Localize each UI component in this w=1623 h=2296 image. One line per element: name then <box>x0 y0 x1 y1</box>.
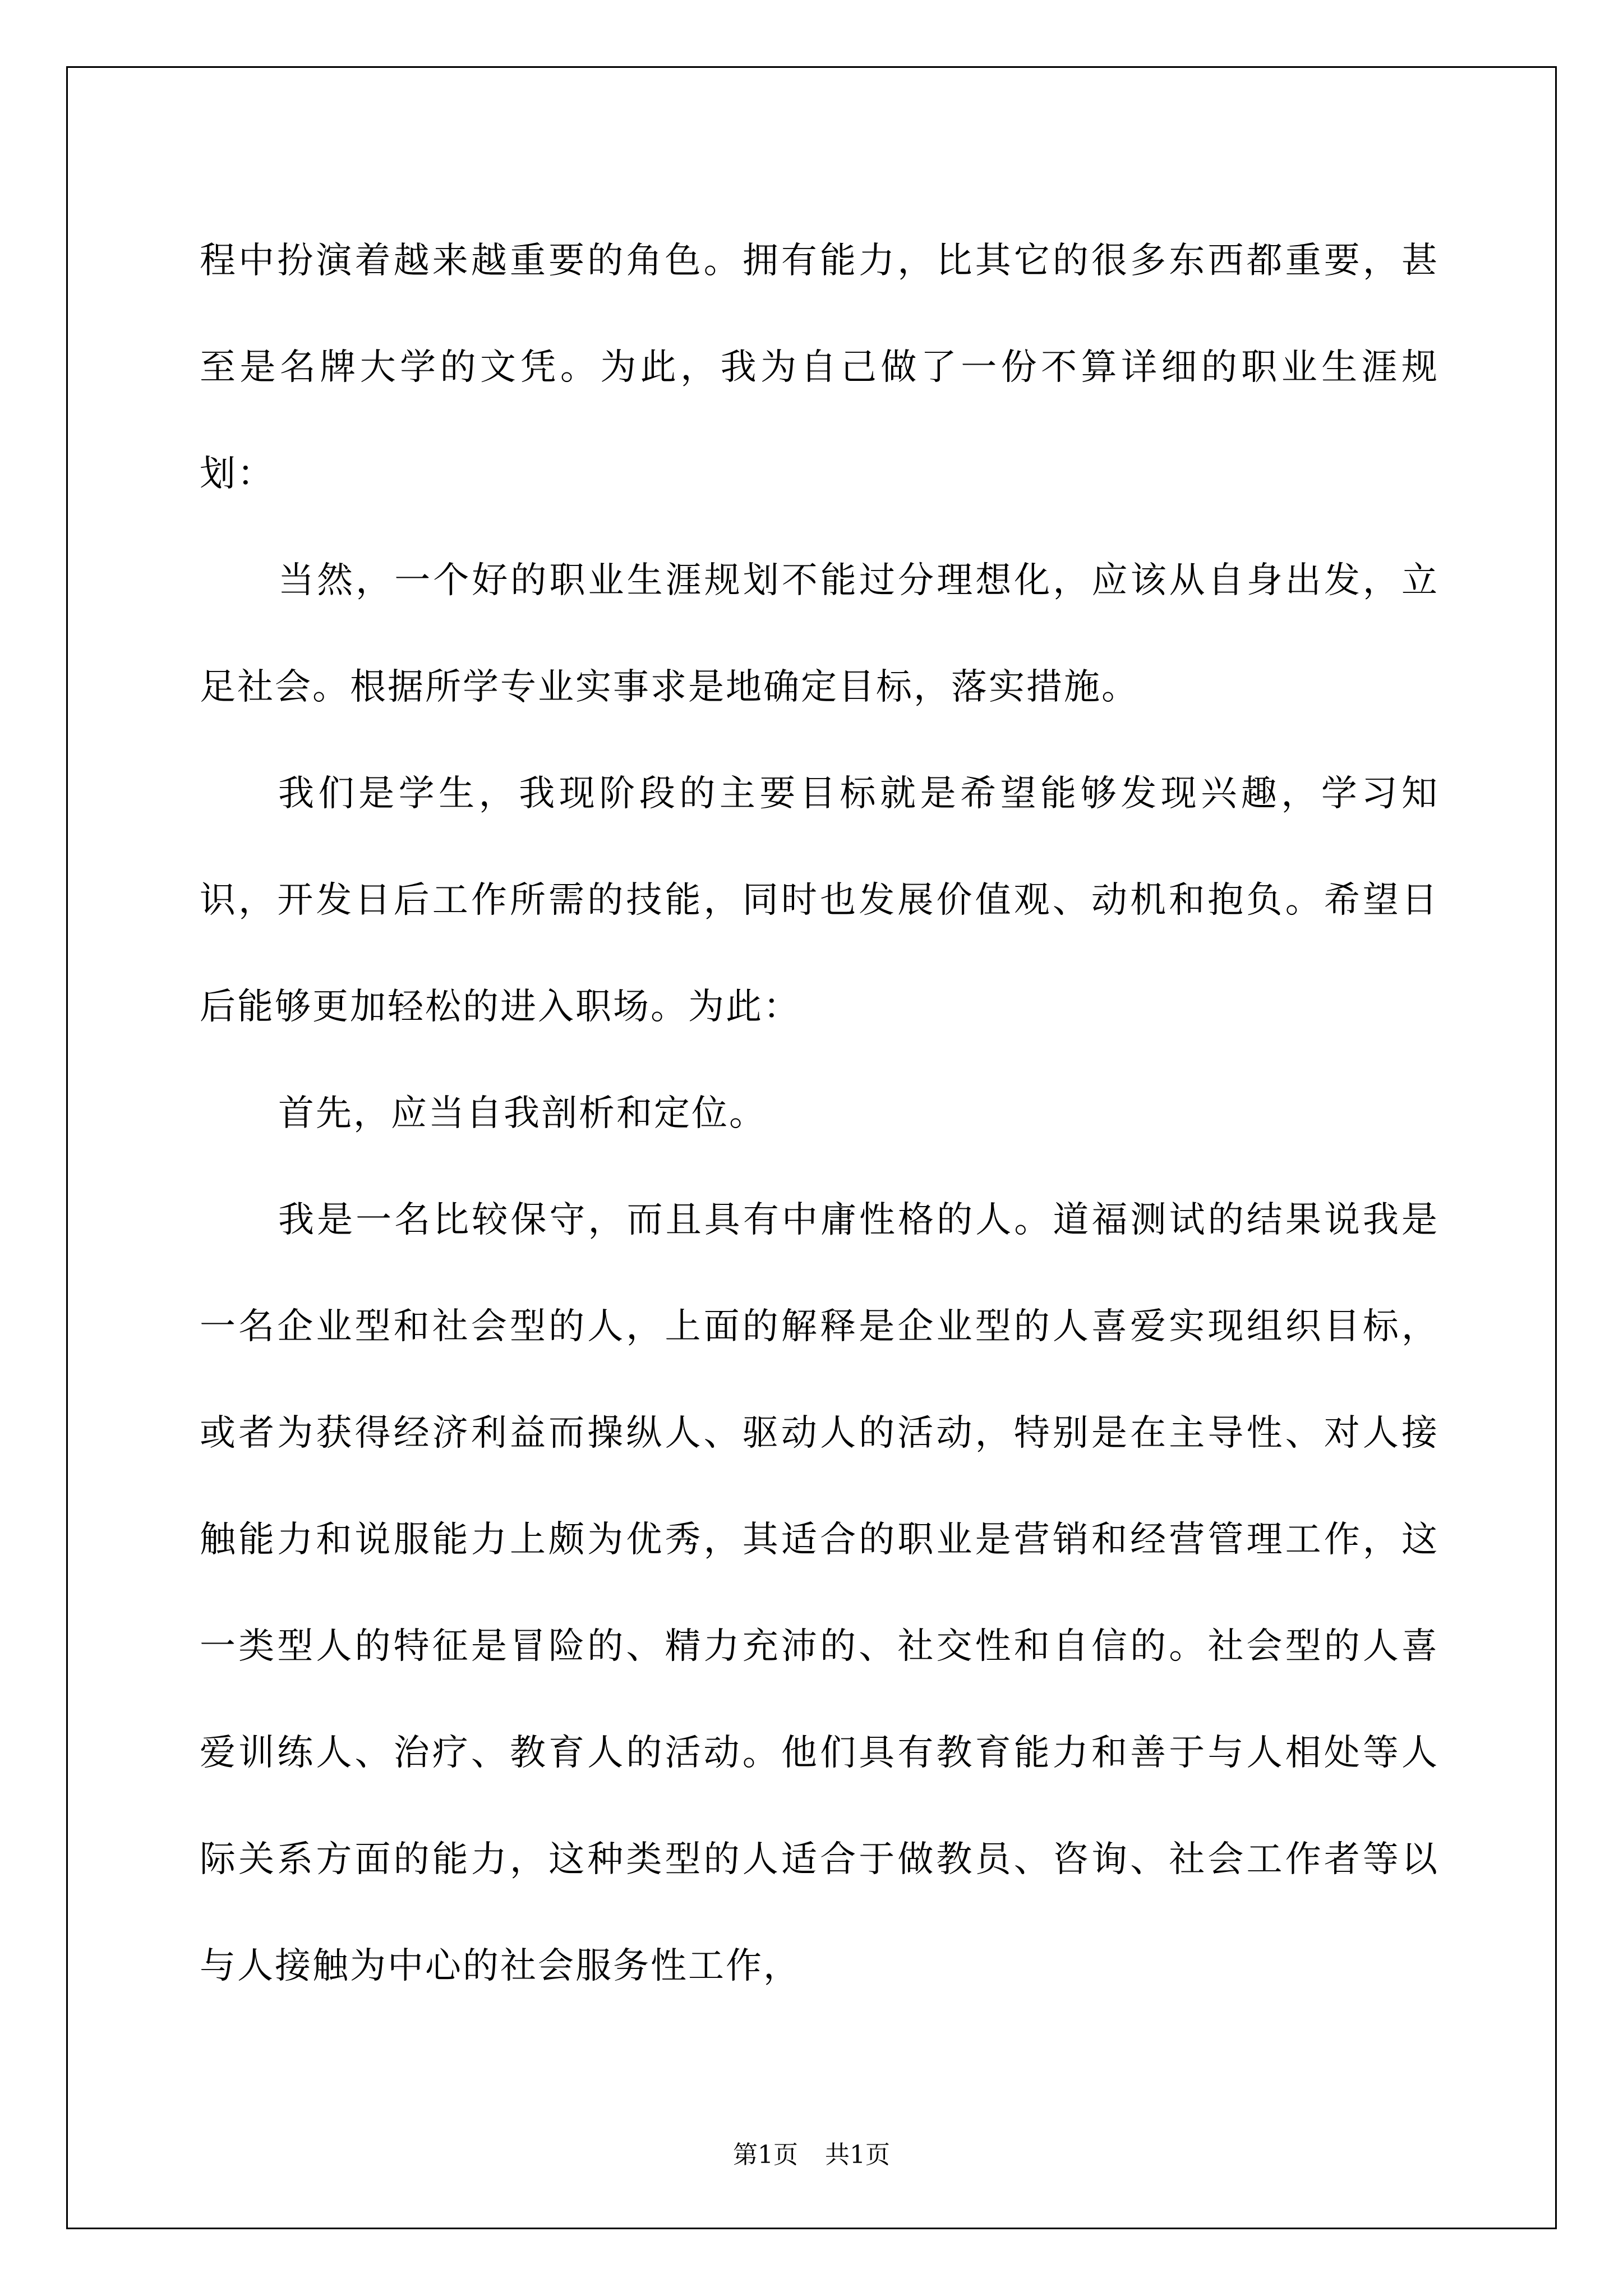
paragraph-3: 我们是学生，我现阶段的主要目标就是希望能够发现兴趣，学习知识，开发日后工作所需的技能，同时也发展价值观、动机和抱负。希望日后能够更加轻松的进入职场。为此： <box>200 773 1439 1028</box>
paragraph-1: 程中扮演着越来越重要的角色。拥有能力，比其它的很多东西都重要，甚至是名牌大学的文凭。为此，我为自己做了一份不算详细的职业生涯规划： <box>200 240 1439 495</box>
document-body <box>200 208 1439 2019</box>
page-footer <box>0 2134 1623 2170</box>
paragraph-2: 当然，一个好的职业生涯规划不能过分理想化，应该从自身出发，立足社会。根据所学专业实事求是地确定目标，落实措施。 <box>200 560 1439 708</box>
paragraph-5: 我是一名比较保守，而且具有中庸性格的人。道福测试的结果说我是一名企业型和社会型的人，上面的解释是企业型的人喜爱实现组织目标，或者为获得经济利益而操纵人、驱动人的活动，特别是在主导性、对人接触能力和说服能力上颇为优秀，其适合的职业是营销和经营管理工作，这一类型人的特征是冒险的、精力充沛的、社交性和自信的。社会型的人喜爱训练人、治疗、教育人的活动。他们具有教育能力和善于与人相处等人际关系方面的能力，这种类型的人适合于做教员、咨询、社会工作者等以与人接触为中心的社会服务性工作， <box>200 1199 1439 1987</box>
page-number: 第1页 <box>733 2141 798 2169</box>
page-total: 共1页 <box>825 2141 890 2169</box>
paragraph-4: 首先，应当自我剖析和定位。 <box>278 1093 767 1134</box>
